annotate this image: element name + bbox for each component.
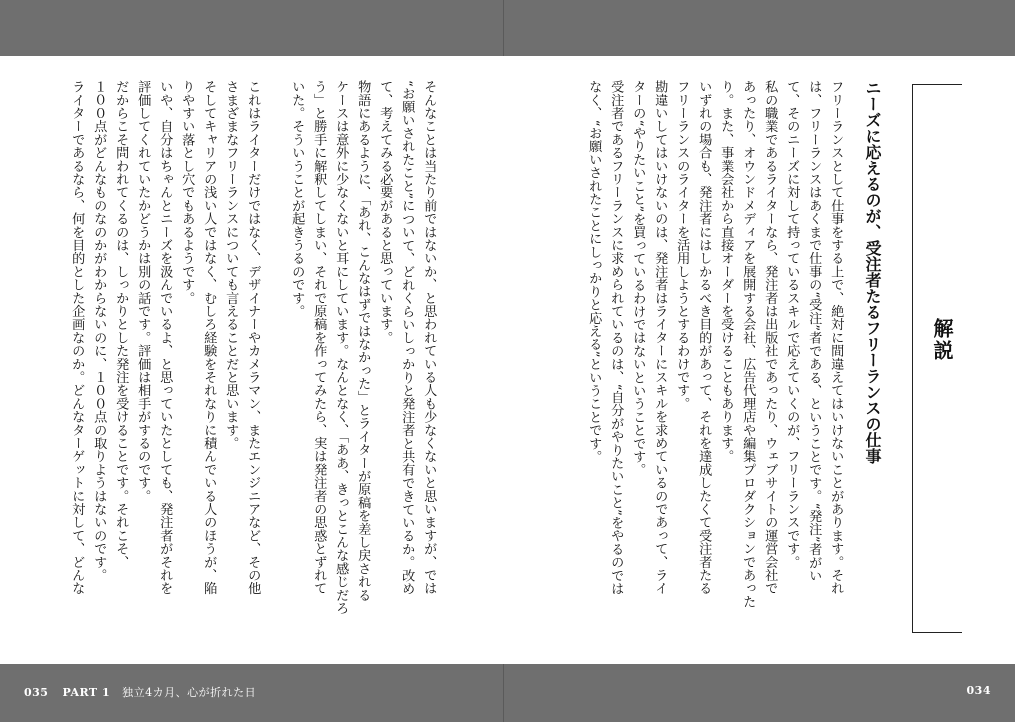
section-label: 解説 (930, 318, 954, 362)
footer-left (24, 684, 256, 700)
body-text-line: 私の職業であるライターなら、発注者は出版社であったり、ウェブサイトの運営会社で (762, 80, 778, 595)
body-text-line: これはライターだけではなく、デザイナーやカメラマン、またエンジニアなど、その他 (245, 80, 261, 595)
body-text-line: ライターであるなら、何を目的とした企画なのか。どんなターゲットに対して、どんな (69, 80, 85, 595)
body-text-line: そしてキャリアの浅い人ではなく、むしろ経験をそれなりに積んでいる人のほうが、陥 (201, 80, 217, 595)
body-text-line: いや、自分はちゃんとニーズを汲んでいるよ、と思っていたとしても、発注者がそれを (157, 80, 173, 595)
section-heading: ニーズに応えるのが、受注者たるフリーランスの仕事 (863, 80, 882, 464)
spine-divider (503, 664, 504, 722)
section-rule (912, 84, 962, 85)
section-rule (912, 632, 962, 633)
body-text-line: いずれの場合も、発注者にはしかるべき目的があって、それを達成したくて受注者たる (696, 80, 712, 595)
body-text-line: ターの“やりたいこと”を買っているわけではないということです。 (630, 80, 646, 477)
body-text-line: いた。そういうことが起きうるのです。 (289, 80, 305, 318)
body-text-line: １００点がどんなものなのかがわからないのに、１００点の取りようはないのです。 (91, 80, 107, 582)
body-text-line: り。また、事業会社から直接オーダーを受けることもあります。 (718, 80, 734, 463)
body-text-line: だからこそ問われてくるのは、しっかりとした発注を受けることです。それこそ、 (113, 80, 129, 569)
body-text-line: 物語にあるように、「あれ、こんなはずではなかった」とライターが原稿を差し戻される (355, 80, 371, 602)
section-rule (912, 84, 913, 632)
spine-divider (503, 0, 504, 56)
body-text-line: そんなことは当たり前ではないか、と思われている人も少なくないと思いますが、では (421, 80, 437, 595)
page-number-left: 035 (24, 686, 49, 699)
body-text-line: フリーランスとして仕事をする上で、絶対に間違えてはいけないことがあります。それ (828, 80, 844, 595)
top-margin-band (0, 0, 1015, 56)
body-text-line: りやすい落とし穴でもあるようです。 (179, 80, 195, 305)
body-text-line: て、考えてみる必要があると思っています。 (377, 80, 393, 344)
chapter-title: 独立4カ月、心が折れた日 (122, 686, 257, 699)
body-text-line: “お願いされたこと”について、どれくらいしっかりと発注者と共有できているか。改め (399, 80, 415, 596)
body-text-line: は、フリーランスはあくまで仕事の“受注”者である、ということです。“発注”者がい (806, 80, 822, 583)
body-text-line: フリーランスのライターを活用しようとするわけです。 (674, 80, 690, 410)
body-text-line: ケースは意外に少なくないと耳にしています。なんとなく、「ああ、きっとこんな感じだろ (333, 80, 349, 615)
body-text-line: あったり、オウンドメディアを展開する会社、広告代理店や編集プロダクションであった (740, 80, 756, 608)
body-text-line: う」と勝手に解釈してしまい、それで原稿を作ってみたら、実は発注者の思惑とずれて (311, 80, 327, 595)
body-text-line: なく、“お願いされたことにしっかりと応える”ということです。 (586, 80, 602, 464)
part-label: PART 1 (62, 686, 111, 699)
body-text-line: 評価してくれていたかどうかは別の話です。評価は相手がするのです。 (135, 80, 151, 503)
body-text-line: 勘違いしてはいけないのは、発注者はライターにスキルを求めているのであって、ライ (652, 80, 668, 595)
page-number-right: 034 (966, 684, 991, 697)
body-text-line: て、そのニーズに対して持っているスキルで応えていくのが、フリーランスです。 (784, 80, 800, 569)
body-text-line: 受注者であるフリーランスに求められているのは、“自分がやりたいこと”をやるのでは (608, 80, 624, 596)
body-text-line: さまざまなフリーランスについても言えることだと思います。 (223, 80, 239, 450)
